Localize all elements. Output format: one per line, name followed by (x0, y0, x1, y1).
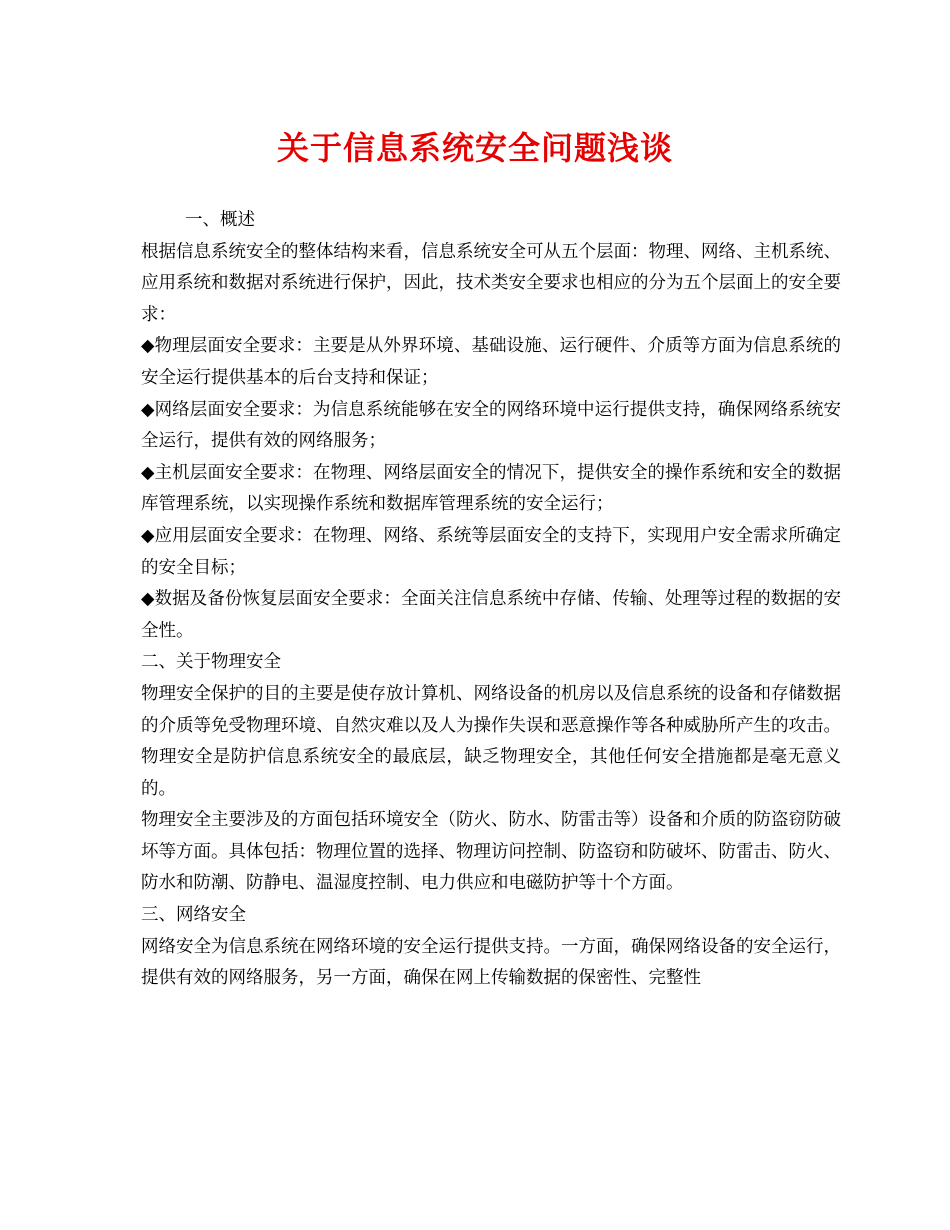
physical-security-paragraph: 物理安全保护的目的主要是使存放计算机、网络设备的机房以及信息系统的设备和存储数据的介质等免受物理环境、自然灾难以及人为操作失误和恶意操作等各种威胁所产生的攻击。物理安全是防护信息系统安全的最底层，缺乏物理安全，其他任何安全措施都是毫无意义的。 (141, 683, 841, 799)
bullet-item-physical (141, 331, 841, 394)
bullet-text: 数据及备份恢复层面安全要求：全面关注信息系统中存储、传输、处理等过程的数据的安全性。 (141, 589, 841, 641)
bullet-item-application (141, 521, 841, 584)
section-heading-network-security: 三、网络安全 (141, 905, 246, 926)
document-body (141, 205, 841, 995)
diamond-bullet-icon: ◆ (141, 589, 155, 610)
diamond-bullet-icon: ◆ (141, 399, 155, 420)
bullet-item-network (141, 395, 841, 458)
document-title: 关于信息系统安全问题浅谈 (276, 129, 673, 167)
bullet-text: 主机层面安全要求：在物理、网络层面安全的情况下，提供安全的操作系统和安全的数据库管理系统，以实现操作系统和数据库管理系统的安全运行； (141, 462, 841, 515)
network-security-paragraph: 网络安全为信息系统在网络环境的安全运行提供支持。一方面，确保网络设备的安全运行，提供有效的网络服务，另一方面，确保在网上传输数据的保密性、完整性 (141, 936, 841, 989)
overview-intro-paragraph: 根据信息系统安全的整体结构来看，信息系统安全可从五个层面：物理、网络、主机系统、应用系统和数据对系统进行保护，因此，技术类安全要求也相应的分为五个层面上的安全要求： (141, 241, 841, 325)
bullet-text: 应用层面安全要求：在物理、网络、系统等层面安全的支持下，实现用户安全需求所确定的安全目标； (141, 525, 841, 578)
bullet-item-host (141, 458, 841, 521)
bullet-text: 物理层面安全要求：主要是从外界环境、基础设施、运行硬件、介质等方面为信息系统的安全运行提供基本的后台支持和保证； (141, 336, 841, 388)
bullet-text: 网络层面安全要求：为信息系统能够在安全的网络环境中运行提供支持，确保网络系统安全运行，提供有效的网络服务； (141, 399, 841, 452)
section-heading-physical-security: 二、关于物理安全 (141, 652, 281, 673)
physical-security-paragraph: 物理安全主要涉及的方面包括环境安全（防火、防水、防雷击等）设备和介质的防盗窃防破坏等方面。具体包括：物理位置的选择、物理访问控制、防盗窃和防破坏、防雷击、防火、防水和防潮、防静电、温湿度控制、电力供应和电磁防护等十个方面。 (141, 810, 841, 894)
bullet-item-data-backup (141, 584, 841, 647)
diamond-bullet-icon: ◆ (141, 462, 155, 483)
section-heading-overview: 一、概述 (185, 210, 255, 230)
diamond-bullet-icon: ◆ (141, 525, 155, 546)
diamond-bullet-icon: ◆ (141, 336, 155, 357)
